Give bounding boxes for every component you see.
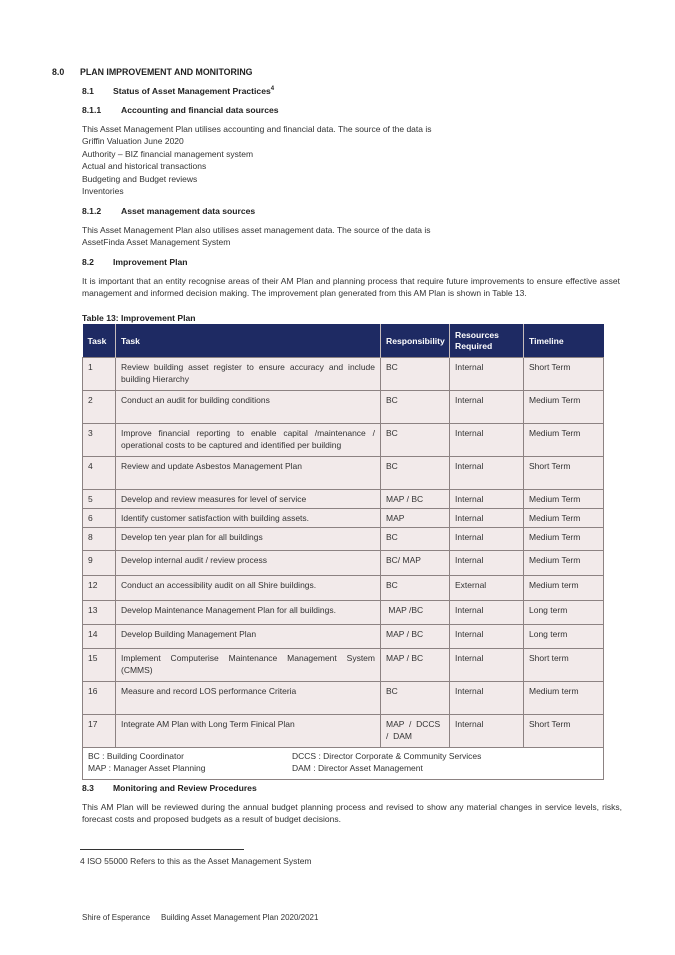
cell-timeline: Medium Term	[524, 509, 604, 528]
cell-resources: Internal	[450, 391, 524, 424]
cell-task: Develop internal audit / review process	[116, 551, 381, 576]
cell-no: 4	[83, 457, 116, 490]
cell-resp: BC	[381, 682, 450, 715]
text-line: Budgeting and Budget reviews	[82, 173, 198, 184]
cell-no: 9	[83, 551, 116, 576]
table-header-row	[83, 324, 604, 358]
footer-org: Shire of Esperance	[82, 913, 151, 922]
legend-dam: DAM : Director Asset Management	[292, 763, 423, 774]
cell-no: 1	[83, 358, 116, 391]
section-title: PLAN IMPROVEMENT AND MONITORING	[80, 67, 253, 77]
heading-8-1: Status of Asset Management Practices$^4$	[113, 86, 275, 96]
cell-no: 16	[83, 682, 116, 715]
table-row	[83, 715, 604, 748]
cell-task: Measure and record LOS performance Criteria	[116, 682, 381, 715]
cell-resources: Internal	[450, 682, 524, 715]
cell-resp: MAP / DCCS / DAM	[381, 715, 450, 748]
cell-resp: BC	[381, 528, 450, 551]
cell-resp: BC	[381, 424, 450, 457]
cell-timeline: Short Term	[524, 358, 604, 391]
cell-resources: Internal	[450, 528, 524, 551]
cell-no: 12	[83, 576, 116, 601]
cell-task: Integrate AM Plan with Long Term Finical Plan	[116, 715, 381, 748]
cell-task: Implement Computerise Maintenance Management System (CMMS)	[116, 649, 381, 682]
table-row	[83, 509, 604, 528]
cell-resources: Internal	[450, 625, 524, 649]
cell-timeline: Medium Term	[524, 424, 604, 457]
table-row	[83, 625, 604, 649]
text-line: Actual and historical transactions	[82, 161, 207, 172]
table-row	[83, 576, 604, 601]
table-row	[83, 490, 604, 509]
col-timeline: Timeline	[524, 324, 604, 358]
cell-task: Develop and review measures for level of service	[116, 490, 381, 509]
cell-task: Review and update Asbestos Management Plan	[116, 457, 381, 490]
cell-no: 13	[83, 601, 116, 625]
cell-timeline: Long term	[524, 601, 604, 625]
cell-timeline: Medium term	[524, 682, 604, 715]
heading-8-1-2: Asset management data sources	[121, 206, 256, 216]
cell-resources: Internal	[450, 649, 524, 682]
table-row	[83, 551, 604, 576]
text-line: Authority – BIZ financial management system	[82, 148, 254, 159]
cell-timeline: Medium term	[524, 576, 604, 601]
table-row	[83, 528, 604, 551]
text-line: AssetFinda Asset Management System	[82, 237, 231, 248]
cell-timeline: Medium Term	[524, 391, 604, 424]
cell-resp: MAP /BC	[381, 601, 450, 625]
cell-task: Develop ten year plan for all buildings	[116, 528, 381, 551]
table-row	[83, 649, 604, 682]
cell-no: 3	[83, 424, 116, 457]
text-line: This Asset Management Plan utilises accounting and financial data. The source of the data is	[82, 124, 432, 134]
table-row	[83, 457, 604, 490]
cell-no: 6	[83, 509, 116, 528]
cell-timeline: Short Term	[524, 715, 604, 748]
legend-dccs: DCCS : Director Corporate & Community Services	[292, 751, 482, 761]
text-line: Inventories	[82, 186, 124, 197]
col-responsibility: Responsibility	[381, 324, 450, 358]
heading-8-2-number: 8.2	[82, 257, 94, 267]
cell-task: Develop Building Management Plan	[116, 625, 381, 649]
cell-resp: BC	[381, 457, 450, 490]
table-caption: Table 13: Improvement Plan	[82, 313, 196, 323]
text-line: Griffin Valuation June 2020	[82, 136, 184, 147]
heading-8-1-number: 8.1	[82, 86, 94, 96]
col-task-no: Task	[83, 324, 116, 358]
col-resources: Resources Required	[450, 324, 524, 358]
table-legend-row	[83, 748, 604, 780]
cell-no: 17	[83, 715, 116, 748]
heading-8-2: Improvement Plan	[113, 257, 188, 267]
cell-resp: MAP / BC	[381, 649, 450, 682]
cell-task: Improve financial reporting to enable capital /maintenance / operational costs to be captured and identified per building	[116, 424, 381, 457]
cell-resources: Internal	[450, 457, 524, 490]
footnote-ref: 4	[270, 86, 275, 93]
text-line: This Asset Management Plan also utilises asset management data. The source of the data is	[82, 225, 431, 235]
col-task: Task	[116, 324, 381, 358]
cell-task: Conduct an audit for building conditions	[116, 391, 381, 424]
cell-no: 15	[83, 649, 116, 682]
cell-timeline: Medium Term	[524, 490, 604, 509]
asset-data-text	[82, 224, 431, 249]
cell-resp: BC	[381, 358, 450, 391]
cell-no: 5	[83, 490, 116, 509]
cell-task: Review building asset register to ensure accuracy and include building Hierarchy	[116, 358, 381, 391]
table-row	[83, 391, 604, 424]
cell-resp: MAP	[381, 509, 450, 528]
cell-no: 8	[83, 528, 116, 551]
cell-resp: BC	[381, 576, 450, 601]
heading-8-1-1: Accounting and financial data sources	[121, 105, 279, 115]
footer-doc: Building Asset Management Plan 2020/2021	[161, 913, 319, 922]
legend-bc: BC : Building Coordinator	[88, 751, 184, 761]
cell-no: 14	[83, 625, 116, 649]
improvement-plan-table	[82, 324, 604, 780]
footnote-divider	[80, 849, 244, 850]
cell-resp: MAP / BC	[381, 625, 450, 649]
cell-resp: MAP / BC	[381, 490, 450, 509]
cell-resources: Internal	[450, 715, 524, 748]
cell-timeline: Short Term	[524, 457, 604, 490]
cell-task: Identify customer satisfaction with building assets.	[116, 509, 381, 528]
cell-timeline: Medium Term	[524, 528, 604, 551]
cell-timeline: Long term	[524, 625, 604, 649]
heading-8-1-1-number: 8.1.1	[82, 105, 102, 115]
data-sources-text	[82, 123, 432, 197]
table-row	[83, 424, 604, 457]
legend-map: MAP : Manager Asset Planning	[88, 763, 206, 774]
cell-timeline: Medium Term	[524, 551, 604, 576]
heading-8-3-number: 8.3	[82, 783, 94, 793]
table-row	[83, 601, 604, 625]
monitoring-paragraph: This AM Plan will be reviewed during the annual budget planning process and revised to show any material changes in service levels, risks, forecast costs and proposed budgets as a result of budget decisions.	[82, 802, 622, 825]
cell-resources: Internal	[450, 509, 524, 528]
cell-resources: Internal	[450, 490, 524, 509]
heading-8-1-2-number: 8.1.2	[82, 206, 102, 216]
improvement-paragraph: It is important that an entity recognise areas of their AM Plan and planning process that require future improvements to ensure effective asset management and informed decision making. The improvement plan generated from this AM Plan is shown in Table 13.	[82, 276, 620, 299]
cell-resp: BC/ MAP	[381, 551, 450, 576]
cell-resources: Internal	[450, 424, 524, 457]
section-number: 8.0	[52, 67, 65, 77]
table-row	[83, 358, 604, 391]
cell-no: 2	[83, 391, 116, 424]
cell-task: Conduct an accessibility audit on all Shire buildings.	[116, 576, 381, 601]
table-row	[83, 682, 604, 715]
table-legend	[83, 748, 604, 780]
cell-resources: Internal	[450, 551, 524, 576]
heading-8-3: Monitoring and Review Procedures	[113, 783, 257, 793]
cell-resources: Internal	[450, 358, 524, 391]
cell-task: Develop Maintenance Management Plan for all buildings.	[116, 601, 381, 625]
cell-resources: Internal	[450, 601, 524, 625]
footnote: 4 ISO 55000 Refers to this as the Asset Management System	[80, 856, 312, 866]
cell-resources: External	[450, 576, 524, 601]
cell-timeline: Short term	[524, 649, 604, 682]
cell-resp: BC	[381, 391, 450, 424]
